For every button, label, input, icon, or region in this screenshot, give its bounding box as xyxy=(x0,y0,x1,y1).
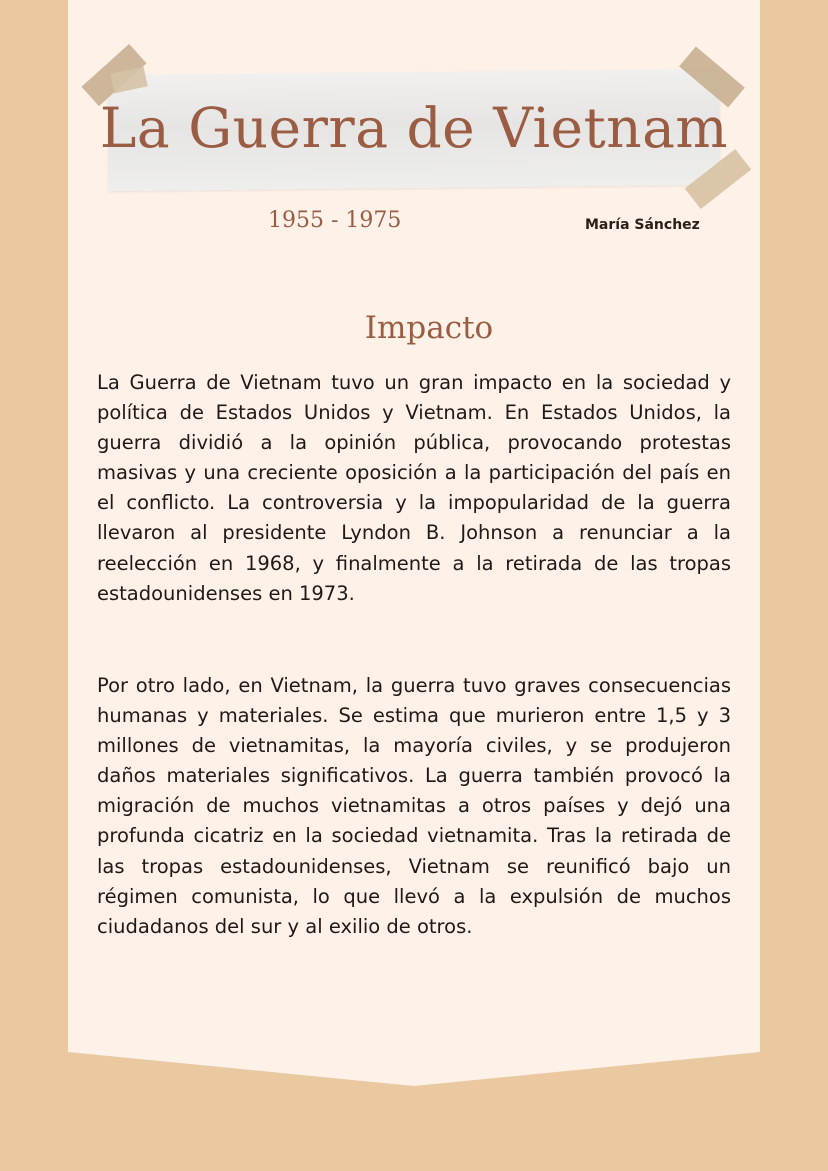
paragraph-2: Por otro lado, en Vietnam, la guerra tuvo graves consecuencias humanas y materiales. Se estima que murieron entre 1,5 y 3 millones de vietnamitas, la mayoría civiles, y se produjeron daños materiales significativos. La guerra también provocó la migración de muchos vietnamitas a otros países y dejó una profunda cicatriz en la sociedad vietnamita. Tras la retirada de las tropas estadounidenses, Vietnam se reunificó bajo un régimen comunista, lo que llevó a la expulsión de muchos ciudadanos del sur y al exilio de otros. xyxy=(97,674,731,938)
author-name: María Sánchez xyxy=(585,217,700,233)
date-range: 1955 - 1975 xyxy=(268,208,402,233)
document-title: La Guerra de Vietnam xyxy=(99,96,729,160)
paragraph-1: La Guerra de Vietnam tuvo un gran impacto en la sociedad y política de Estados Unidos y Vietnam. En Estados Unidos, la guerra dividió a la opinión pública, provocando protestas masivas y una creciente oposición a la participación del país en el conflicto. La controversia y la impopularidad de la guerra llevaron al presidente Lyndon B. Johnson a renunciar a la reelección en 1968, y finalmente a la retirada de las tropas estadounidenses en 1973. xyxy=(97,371,731,605)
document-page xyxy=(68,0,760,1090)
section-heading: Impacto xyxy=(364,310,494,346)
